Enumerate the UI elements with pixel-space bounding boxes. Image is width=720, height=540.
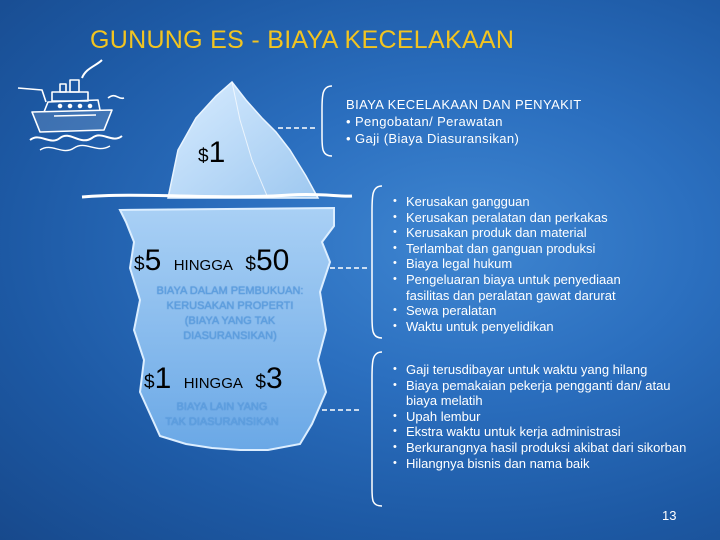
list-item: • Waktu untuk penyelidikan	[393, 319, 663, 335]
direct-costs-header	[346, 96, 582, 147]
list-item: • Upah lembur	[393, 409, 693, 425]
list-item: • Kerusakan produk dan material	[393, 225, 663, 241]
bracket-top	[322, 86, 332, 156]
list-item: • Kerusakan gangguan	[393, 194, 663, 210]
list-item: • Gaji terusdibayar untuk waktu yang hilang	[393, 362, 693, 378]
list-item: • Terlambat dan ganguan produksi	[393, 241, 663, 257]
list-item: • Sewa peralatan	[393, 303, 663, 319]
iceberg-tip	[168, 82, 318, 198]
list-item: • Hilangnya bisnis dan nama baik	[393, 456, 693, 472]
low-cost-range: $1 HINGGA $3	[144, 362, 283, 395]
slide-title: GUNUNG ES - BIAYA KECELAKAAN	[90, 26, 515, 54]
list-item: • Ekstra waktu untuk kerja administrasi	[393, 424, 693, 440]
direct-costs-title: BIAYA KECELAKAAN DAN PENYAKIT	[346, 97, 582, 112]
direct-costs-item-1: • Pengobatan/ Perawatan	[346, 114, 503, 129]
low-cost-caption: BIAYA LAIN YANG TAK DIASURANSIKAN	[165, 401, 279, 428]
direct-costs-item-2: • Gaji (Biaya Diasuransikan)	[346, 131, 520, 146]
bracket-low	[372, 352, 382, 506]
ship-icon	[18, 60, 124, 151]
mid-cost-range: $5 HINGGA $50	[134, 244, 290, 277]
list-item: • Biaya pemakaian pekerja pengganti dan/ atau biaya melatih	[393, 378, 693, 409]
list-item: • Berkurangnya hasil produksi akibat dari sikorban	[393, 440, 693, 456]
tip-cost-label: $1	[198, 136, 226, 169]
list-item: • Biaya legal hukum	[393, 256, 663, 272]
page-number: 13	[662, 508, 677, 523]
list-item: • Pengeluaran biaya untuk penyediaan fasilitas dan peralatan gawat darurat	[393, 272, 663, 303]
mid-cost-caption: BIAYA DALAM PEMBUKUAN: KERUSAKAN PROPERTI (BIAYA YANG TAK DIASURANSIKAN)	[156, 285, 304, 342]
bracket-mid	[372, 186, 382, 338]
property-damage-list	[393, 194, 663, 334]
list-item: • Kerusakan peralatan dan perkakas	[393, 210, 663, 226]
other-costs-list	[393, 362, 693, 471]
